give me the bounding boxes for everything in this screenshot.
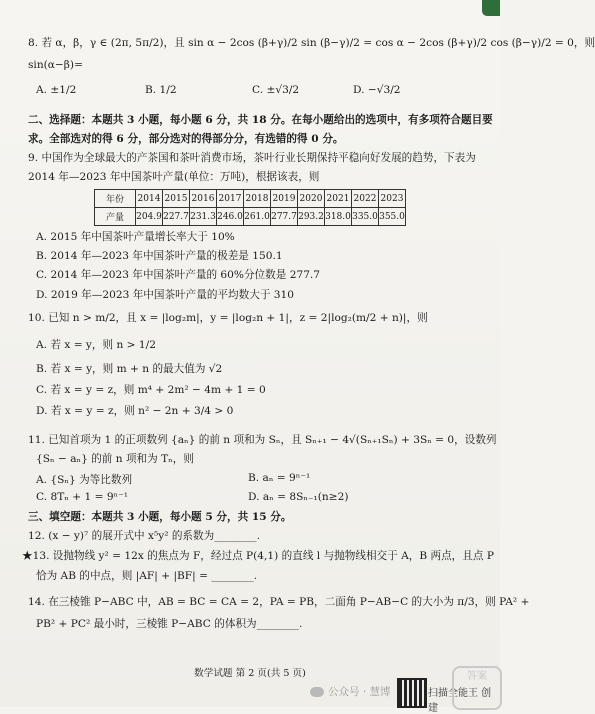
table-cell: 2016 <box>190 190 217 208</box>
table-cell: 204.9 <box>136 208 163 226</box>
q10-option-c: C. 若 x = y = z，则 m⁴ + 2m² − 4m + 1 = 0 <box>36 384 266 396</box>
q14-line1: 14. 在三棱锥 P−ABC 中，AB = BC = CA = 2，PA = PB，二面角 P−AB−C 的大小为 π/3，则 PA² + <box>28 596 530 608</box>
q11-option-c: C. 8Tₙ + 1 = 9ⁿ⁻¹ <box>36 491 128 503</box>
table-cell: 318.0 <box>325 208 352 226</box>
table-cell: 277.7 <box>271 208 298 226</box>
q9-option-d: D. 2019 年—2023 年中国茶叶产量的平均数大于 310 <box>36 289 294 301</box>
q9-option-b: B. 2014 年—2023 年中国茶叶产量的极差是 150.1 <box>36 250 283 262</box>
q8-option-d: D. −√3/2 <box>353 84 401 96</box>
table-row <box>95 190 406 208</box>
watermark-text: 公众号 · 慧博 <box>328 686 391 698</box>
q13-line1: ★13. 设抛物线 y² = 12x 的焦点为 F，经过点 P(4,1) 的直线 l 与抛物线相交于 A，B 两点，且点 P <box>22 550 494 562</box>
table-cell: 年份 <box>95 190 136 208</box>
wechat-icon <box>310 687 324 697</box>
corner-tab <box>482 0 500 16</box>
section3-heading: 三、填空题：本题共 3 小题，每小题 5 分，共 15 分。 <box>28 511 292 523</box>
q8-line1: 8. 若 α，β，γ ∈ (2π, 5π/2)，且 sin α − 2cos (β+γ)/2 sin (β−γ)/2 = cos α − 2cos (β+γ)/2 cos (β−γ)/2 = 0，则 <box>28 37 595 49</box>
table-cell: 227.7 <box>163 208 190 226</box>
table-cell: 293.2 <box>298 208 325 226</box>
section2-line1: 二、选择题：本题共 3 小题，每小题 6 分，共 18 分。在每小题给出的选项中，有多项符合题目要 <box>28 114 493 126</box>
table-cell: 2022 <box>352 190 379 208</box>
answer-stamp: 答案 <box>452 666 502 710</box>
q14-line2: PB² + PC² 最小时，三棱锥 P−ABC 的体积为________. <box>36 618 303 630</box>
q9-option-a: A. 2015 年中国茶叶产量增长率大于 10% <box>36 231 235 243</box>
q12-line1: 12. (x − y)⁷ 的展开式中 x⁵y² 的系数为________. <box>28 530 260 542</box>
table-cell: 2020 <box>298 190 325 208</box>
scanner-watermark: 扫描全能王 创建 <box>428 688 492 714</box>
section2-line2: 求。全部选对的得 6 分，部分选对的得部分分，有选错的得 0 分。 <box>28 133 344 145</box>
q11-option-a: A. {Sₙ} 为等比数列 <box>36 474 133 486</box>
page-footer: 数学试题 第 2 页(共 5 页) <box>194 668 306 679</box>
qr-code <box>397 678 427 708</box>
table-cell: 2021 <box>325 190 352 208</box>
q11-option-d: D. aₙ = 8Sₙ₋₁(n≥2) <box>248 491 349 503</box>
q8-line2: sin(α−β)= <box>28 59 83 71</box>
table-cell: 355.0 <box>379 208 406 226</box>
q9-option-c: C. 2014 年—2023 年中国茶叶产量的 60%分位数是 277.7 <box>36 269 321 281</box>
table-cell: 231.3 <box>190 208 217 226</box>
q11-option-b: B. aₙ = 9ⁿ⁻¹ <box>248 472 311 484</box>
q9-line1: 9. 中国作为全球最大的产茶国和茶叶消费市场，茶叶行业长期保持平稳向好发展的趋势，下表为 <box>28 152 476 164</box>
table-cell: 335.0 <box>352 208 379 226</box>
table-row <box>95 208 406 226</box>
table-cell: 2023 <box>379 190 406 208</box>
table-cell: 2015 <box>163 190 190 208</box>
table-cell: 246.0 <box>217 208 244 226</box>
q13-line2: 恰为 AB 的中点，则 |AF| + |BF| = ________. <box>36 570 258 582</box>
q11-line1: 11. 已知首项为 1 的正项数列 {aₙ} 的前 n 项和为 Sₙ，且 Sₙ₊₁ − 4√(Sₙ₊₁Sₙ) + 3Sₙ = 0，设数列 <box>28 434 497 446</box>
q10-line1: 10. 已知 n > m/2，且 x = |log₂m|，y = |log₂n + 1|，z = 2|log₂(m/2 + n)|，则 <box>28 312 428 324</box>
q9-line2: 2014 年—2023 年中国茶叶产量(单位：万吨)，根据该表，则 <box>28 171 320 183</box>
table-cell: 2017 <box>217 190 244 208</box>
production-table <box>94 189 406 226</box>
watermark <box>310 684 391 699</box>
table-cell: 2019 <box>271 190 298 208</box>
table-cell: 261.0 <box>244 208 271 226</box>
q8-option-b: B. 1/2 <box>145 84 177 96</box>
q10-option-a: A. 若 x = y，则 n > 1/2 <box>36 339 156 351</box>
q10-option-d: D. 若 x = y = z，则 n² − 2n + 3/4 > 0 <box>36 405 234 417</box>
q8-option-c: C. ±√3/2 <box>252 84 300 96</box>
table-cell: 2014 <box>136 190 163 208</box>
q11-line2: {Sₙ − aₙ} 的前 n 项和为 Tₙ，则 <box>36 453 194 465</box>
table-cell: 产量 <box>95 208 136 226</box>
q8-option-a: A. ±1/2 <box>36 84 77 96</box>
q10-option-b: B. 若 x = y，则 m + n 的最大值为 √2 <box>36 363 223 375</box>
table-cell: 2018 <box>244 190 271 208</box>
